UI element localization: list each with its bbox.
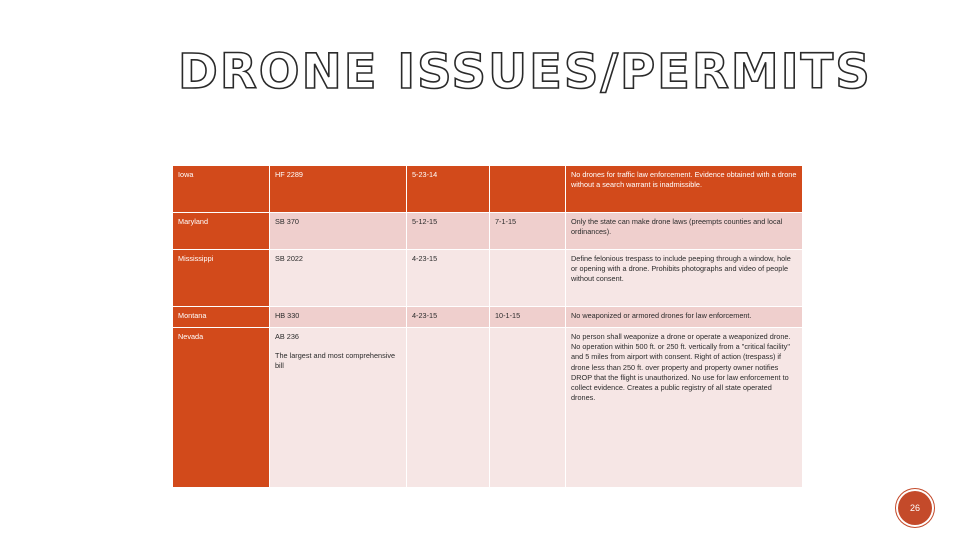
state-cell: Montana [173,307,270,328]
description-cell: Only the state can make drone laws (preempts counties and local ordinances). [566,213,803,250]
bill-cell [270,328,407,488]
effective-date-cell [490,166,566,213]
bill-cell: HF 2289 [270,166,407,213]
signed-date-cell [407,328,490,488]
table-row [173,213,803,250]
state-cell: Iowa [173,166,270,213]
bill-cell: SB 2022 [270,250,407,307]
signed-date-cell: 5-12-15 [407,213,490,250]
description-cell: Define felonious trespass to include peeping through a window, hole or opening with a drone. Prohibits photographs and video of people without consent. [566,250,803,307]
signed-date-cell: 4-23-15 [407,307,490,328]
table-row [173,307,803,328]
state-cell: Nevada [173,328,270,488]
state-cell: Mississippi [173,250,270,307]
effective-date-cell [490,250,566,307]
signed-date-cell: 5-23-14 [407,166,490,213]
description-cell: No drones for traffic law enforcement. Evidence obtained with a drone without a search warrant is inadmissible. [566,166,803,213]
description-cell: No weaponized or armored drones for law enforcement. [566,307,803,328]
bill-cell: HB 330 [270,307,407,328]
drone-legislation-table [172,165,803,488]
state-cell: Maryland [173,213,270,250]
effective-date-cell: 7-1-15 [490,213,566,250]
slide-number-badge: 26 [898,491,932,525]
description-cell: No person shall weaponize a drone or operate a weaponized drone. No operation within 500 ft. or 250 ft. vertically from a "critical facility" and 5 miles from airport with consent. Right of action (trespass) if drone less than 250 ft. over property and property owner notifies DROP that the flight is unauthorized. No use for law enforcement to collect evidence. Creates a public registry of all state operated drones. [566,328,803,488]
table-row [173,328,803,488]
bill-cell: SB 370 [270,213,407,250]
table-row [173,250,803,307]
effective-date-cell [490,328,566,488]
signed-date-cell: 4-23-15 [407,250,490,307]
bill-number: AB 236 [275,332,299,341]
page-title: DRONE ISSUES/PERMITS [178,44,872,100]
effective-date-cell: 10-1-15 [490,307,566,328]
table-row [173,166,803,213]
bill-note: The largest and most comprehensive bill [275,351,396,371]
